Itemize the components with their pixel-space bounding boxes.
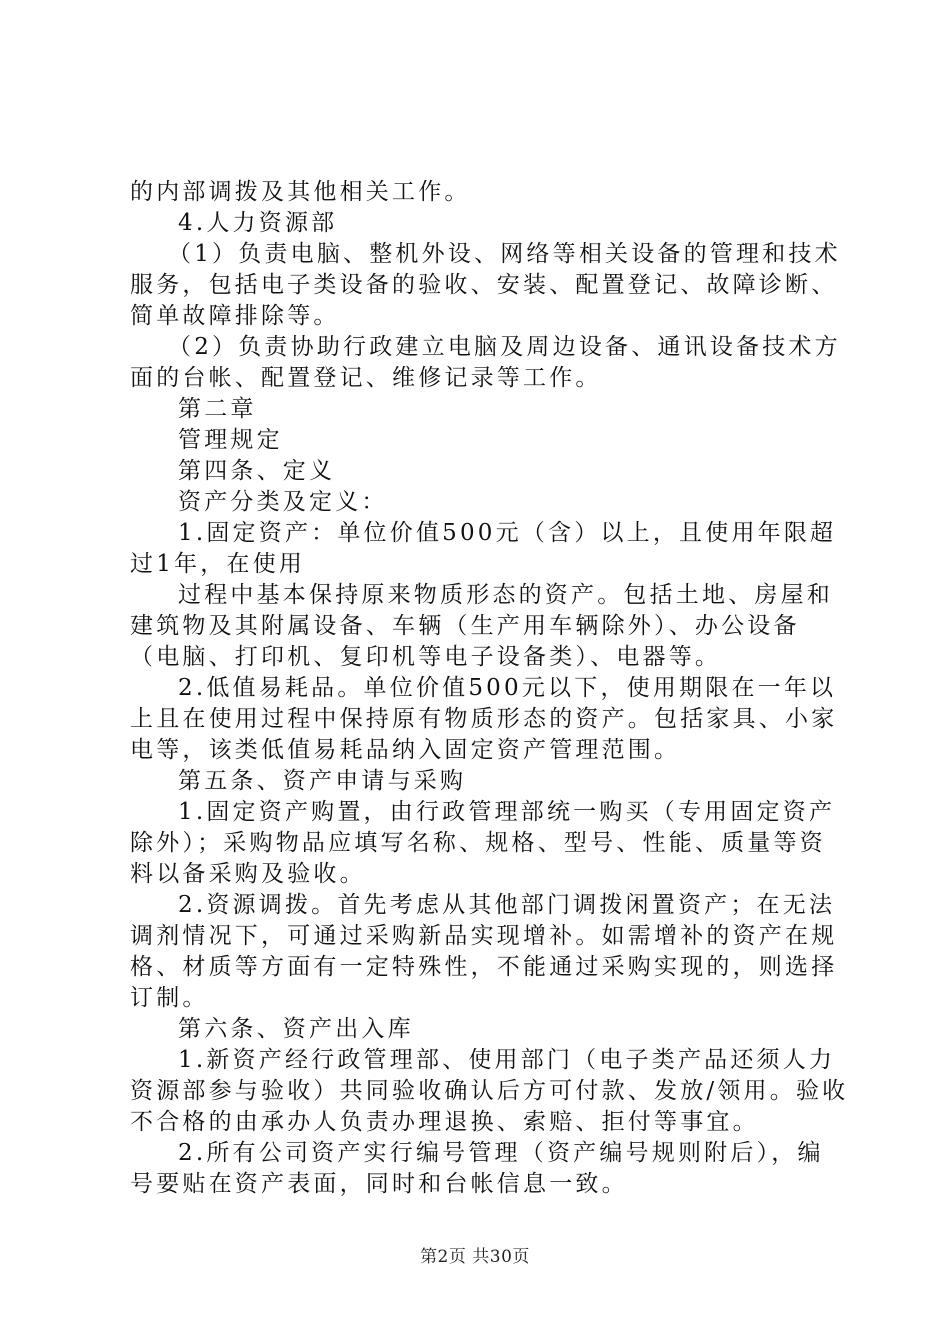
- text-line: 2.所有公司资产实行编号管理（资产编号规则附后），编: [178, 1140, 824, 1166]
- text-line: （电脑、打印机、复印机等电子设备类）、电器等。: [130, 644, 722, 670]
- text-line: 上且在使用过程中保持原有物质形态的资产。包括家具、小家: [130, 706, 838, 732]
- text-line: 资产分类及定义：: [178, 489, 388, 515]
- article-heading: 第四条、定义: [178, 458, 336, 484]
- text-line: 1.新资产经行政管理部、使用部门（电子类产品还须人力: [178, 1047, 836, 1073]
- text-line: 服务，包括电子类设备的验收、安装、配置登记、故障诊断、: [130, 272, 838, 298]
- text-line: 过程中基本保持原来物质形态的资产。包括土地、房屋和: [178, 582, 833, 608]
- text-line: 的内部调拨及其他相关工作。: [130, 179, 471, 205]
- text-line: 1.固定资产购置，由行政管理部统一购买（专用固定资产: [178, 799, 836, 825]
- chapter-heading: 第二章: [178, 396, 257, 422]
- text-line: 除外）；采购物品应填写名称、规格、型号、性能、质量等资: [130, 830, 826, 856]
- section-heading: 管理规定: [178, 427, 283, 453]
- text-line: 简单故障排除等。: [130, 303, 340, 329]
- text-line: 格、材质等方面有一定特殊性，不能通过采购实现的，则选择: [130, 954, 838, 980]
- page-number-footer: 第2页 共30页: [420, 1247, 530, 1267]
- text-line: 4.人力资源部: [178, 210, 338, 236]
- text-line: 过1年，在使用: [130, 551, 306, 577]
- text-line: 建筑物及其附属设备、车辆（生产用车辆除外）、办公设备: [130, 613, 800, 639]
- text-line: 电等，该类低值易耗品纳入固定资产管理范围。: [130, 737, 681, 763]
- text-line: 资源部参与验收）共同验收确认后方可付款、发放/领用。验收: [130, 1078, 849, 1104]
- text-line: 2.低值易耗品。单位价值500元以下，使用期限在一年以: [178, 675, 837, 701]
- text-line: 2.资源调拨。首先考虑从其他部门调拨闲置资产；在无法: [178, 892, 836, 918]
- text-line: 不合格的由承办人负责办理退换、索赔、拒付等事宜。: [130, 1109, 759, 1135]
- article-heading: 第五条、资产申请与采购: [178, 768, 467, 794]
- text-line: 调剂情况下，可通过采购新品实现增补。如需增补的资产在规: [130, 923, 838, 949]
- text-line: （2）负责协助行政建立电脑及周边设备、通讯设备技术方: [168, 334, 841, 360]
- text-line: 面的台帐、配置登记、维修记录等工作。: [130, 365, 602, 391]
- text-line: 号要贴在资产表面，同时和台帐信息一致。: [130, 1171, 628, 1197]
- article-heading: 第六条、资产出入库: [178, 1016, 414, 1042]
- text-line: 订制。: [130, 985, 209, 1011]
- text-line: 1.固定资产：单位价值500元（含）以上，且使用年限超: [178, 520, 837, 546]
- text-line: （1）负责电脑、整机外设、网络等相关设备的管理和技术: [168, 241, 841, 267]
- text-line: 料以备采购及验收。: [130, 861, 366, 887]
